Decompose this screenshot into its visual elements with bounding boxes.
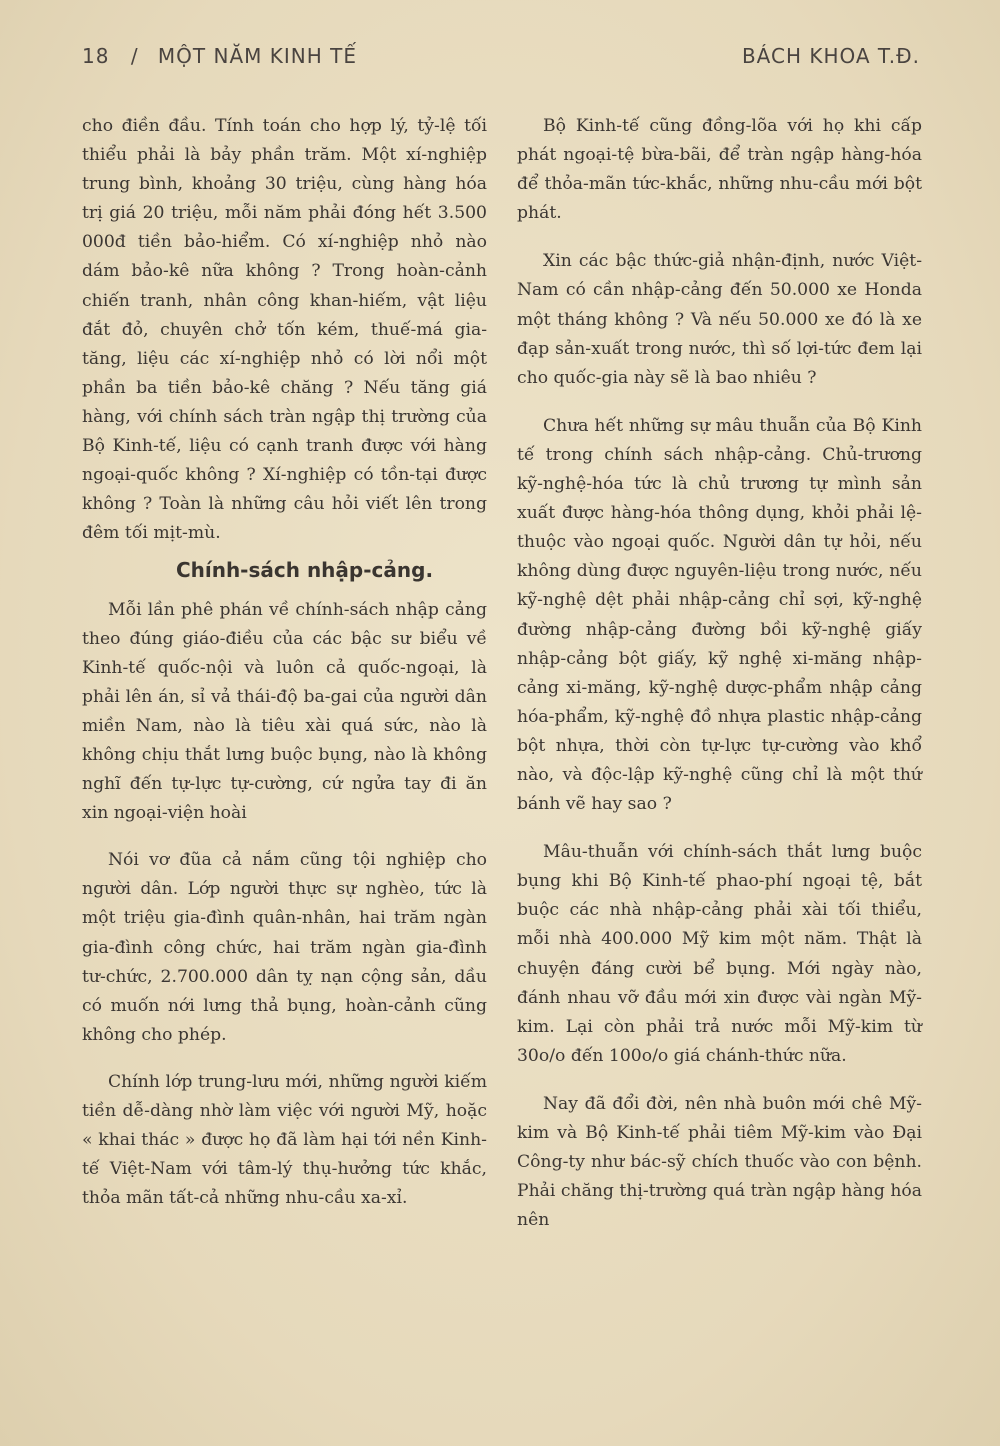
header-left [82,44,357,68]
publication-name: BÁCH KHOA T.Đ. [741,44,920,68]
section-heading: Chính-sách nhập-cảng. [175,558,434,583]
paragraph: Xin các bậc thức-giả nhận-định, nước Việt-Nam có cần nhập-cảng đến 50.000 xe Honda một tháng không ? Và nếu 50.000 xe đó là xe đạp sản-xuất trong nước, thì số lợi-tức đem lại cho quốc-gia này sẽ là bao nhiêu ? [517,251,922,388]
header-separator: / [130,44,139,68]
paragraph: Nay đã đổi đời, nên nhà buôn mới chê Mỹ-kim và Bộ Kinh-tế phải tiêm Mỹ-kim vào Đại Công-ty như bác-sỹ chích thuốc vào con bệnh. Phải chăng thị-trường quá tràn ngập hàng hóa nên [517,1093,922,1231]
paragraph: cho điền đầu. Tính toán cho hợp lý, tỷ-lệ tối thiểu phải là bảy phần trăm. Một xí-nghiệp trung bình, khoảng 30 triệu, cùng hàng hóa trị giá 20 triệu, mỗi năm phải đóng hết 3.500 000đ tiền bảo-hiểm. Có xí-nghiệp nhỏ nào dám bảo-kê nữa không ? Trong hoàn-cảnh chiến tranh, nhân công khan-hiếm, vật liệu đắt đỏ, chuyên chở tốn kém, thuế-má gia-tăng, liệu các xí-nghiệp nhỏ có lời nổi một phần ba tiền bảo-kê chăng ? Nếu tăng giá hàng, với chính sách tràn ngập thị trường của Bộ Kinh-tế, liệu có cạnh tranh được với hàng ngoại-quốc không ? Xí-nghiệp có tồn-tại được không ? Toàn là những câu hỏi viết lên trong đêm tối mịt-mù. [82,116,487,544]
right-column [517,112,922,1235]
paragraph: Bộ Kinh-tế cũng đồng-lõa với họ khi cấp phát ngoại-tệ bừa-bãi, để tràn ngập hàng-hóa để thỏa-mãn tức-khắc, những nhu-cầu mới bột phát. [517,116,922,224]
left-column [82,112,487,1213]
paragraph: Chính lớp trung-lưu mới, những người kiếm tiền dễ-dàng nhờ làm việc với người Mỹ, hoặc « khai thác » được họ đã làm hại tới nền Kinh-tế Việt-Nam với tâm-lý thụ-hưởng tức khắc, thỏa mãn tất-cả những nhu-cầu xa-xỉ. [82,1071,487,1209]
page-number: 18 [82,44,110,68]
section-title: MỘT NĂM KINH TẾ [157,44,357,68]
paragraph: Nói vơ đũa cả nắm cũng tội nghiệp cho người dân. Lớp người thực sự nghèo, tức là một triệu gia-đình quân-nhân, hai trăm ngàn gia-đình công chức, hai trăm ngàn gia-đình tư-chức, 2.700.000 dân tỵ nạn cộng sản, dầu có muốn nới lưng thả bụng, hoàn-cảnh cũng không cho phép. [82,850,487,1045]
paragraph: Chưa hết những sự mâu thuẫn của Bộ Kinh tế trong chính sách nhập-cảng. Chủ-trương kỹ-nghệ-hóa tức là chủ trương tự mình sản xuất được hàng-hóa thông dụng, khỏi phải lệ-thuộc vào ngoại quốc. Người dân tự hỏi, nếu không dùng được nguyên-liệu trong nước, nếu kỹ-nghệ dệt phải nhập-cảng chỉ sợi, kỹ-nghệ đường nhập-cảng đường bồi kỹ-nghệ giấy nhập-cảng bột giấy, kỹ nghệ xi-măng nhập-cảng xi-măng, kỹ-nghệ dược-phẩm nhập cảng hóa-phẩm, kỹ-nghệ đồ nhựa plastic nhập-cảng bột nhựa, thời còn tự-lực tự-cường vào khổ nào, và độc-lập kỹ-nghệ cũng chỉ là một thứ bánh vẽ hay sao ? [517,415,922,815]
paragraph: Mâu-thuẫn với chính-sách thắt lưng buộc bụng khi Bộ Kinh-tế phao-phí ngoại tệ, bắt buộc các nhà nhập-cảng phải xài tối thiểu, mỗi nhà 400.000 Mỹ kim một năm. Thật là chuyện đáng cười bể bụng. Mới ngày nào, đánh nhau vỡ đầu mới xin được vài ngàn Mỹ-kim. Lại còn phải trả nước mỗi Mỹ-kim từ 30o/o đến 100o/o giá chánh-thức nữa. [517,842,922,1066]
paragraph: Mỗi lần phê phán về chính-sách nhập cảng theo đúng giáo-điều của các bậc sư biểu về Kinh-tế quốc-nội và luôn cả quốc-ngoại, là phải lên án, sỉ vả thái-độ ba-gai của người dân miền Nam, nào là tiêu xài quá sức, nào là không chịu thắt lưng buộc bụng, nào là không nghĩ đến tự-lực tự-cường, cứ ngửa tay đi ăn xin ngoại-viện hoài [82,599,487,824]
page-header [82,44,920,76]
